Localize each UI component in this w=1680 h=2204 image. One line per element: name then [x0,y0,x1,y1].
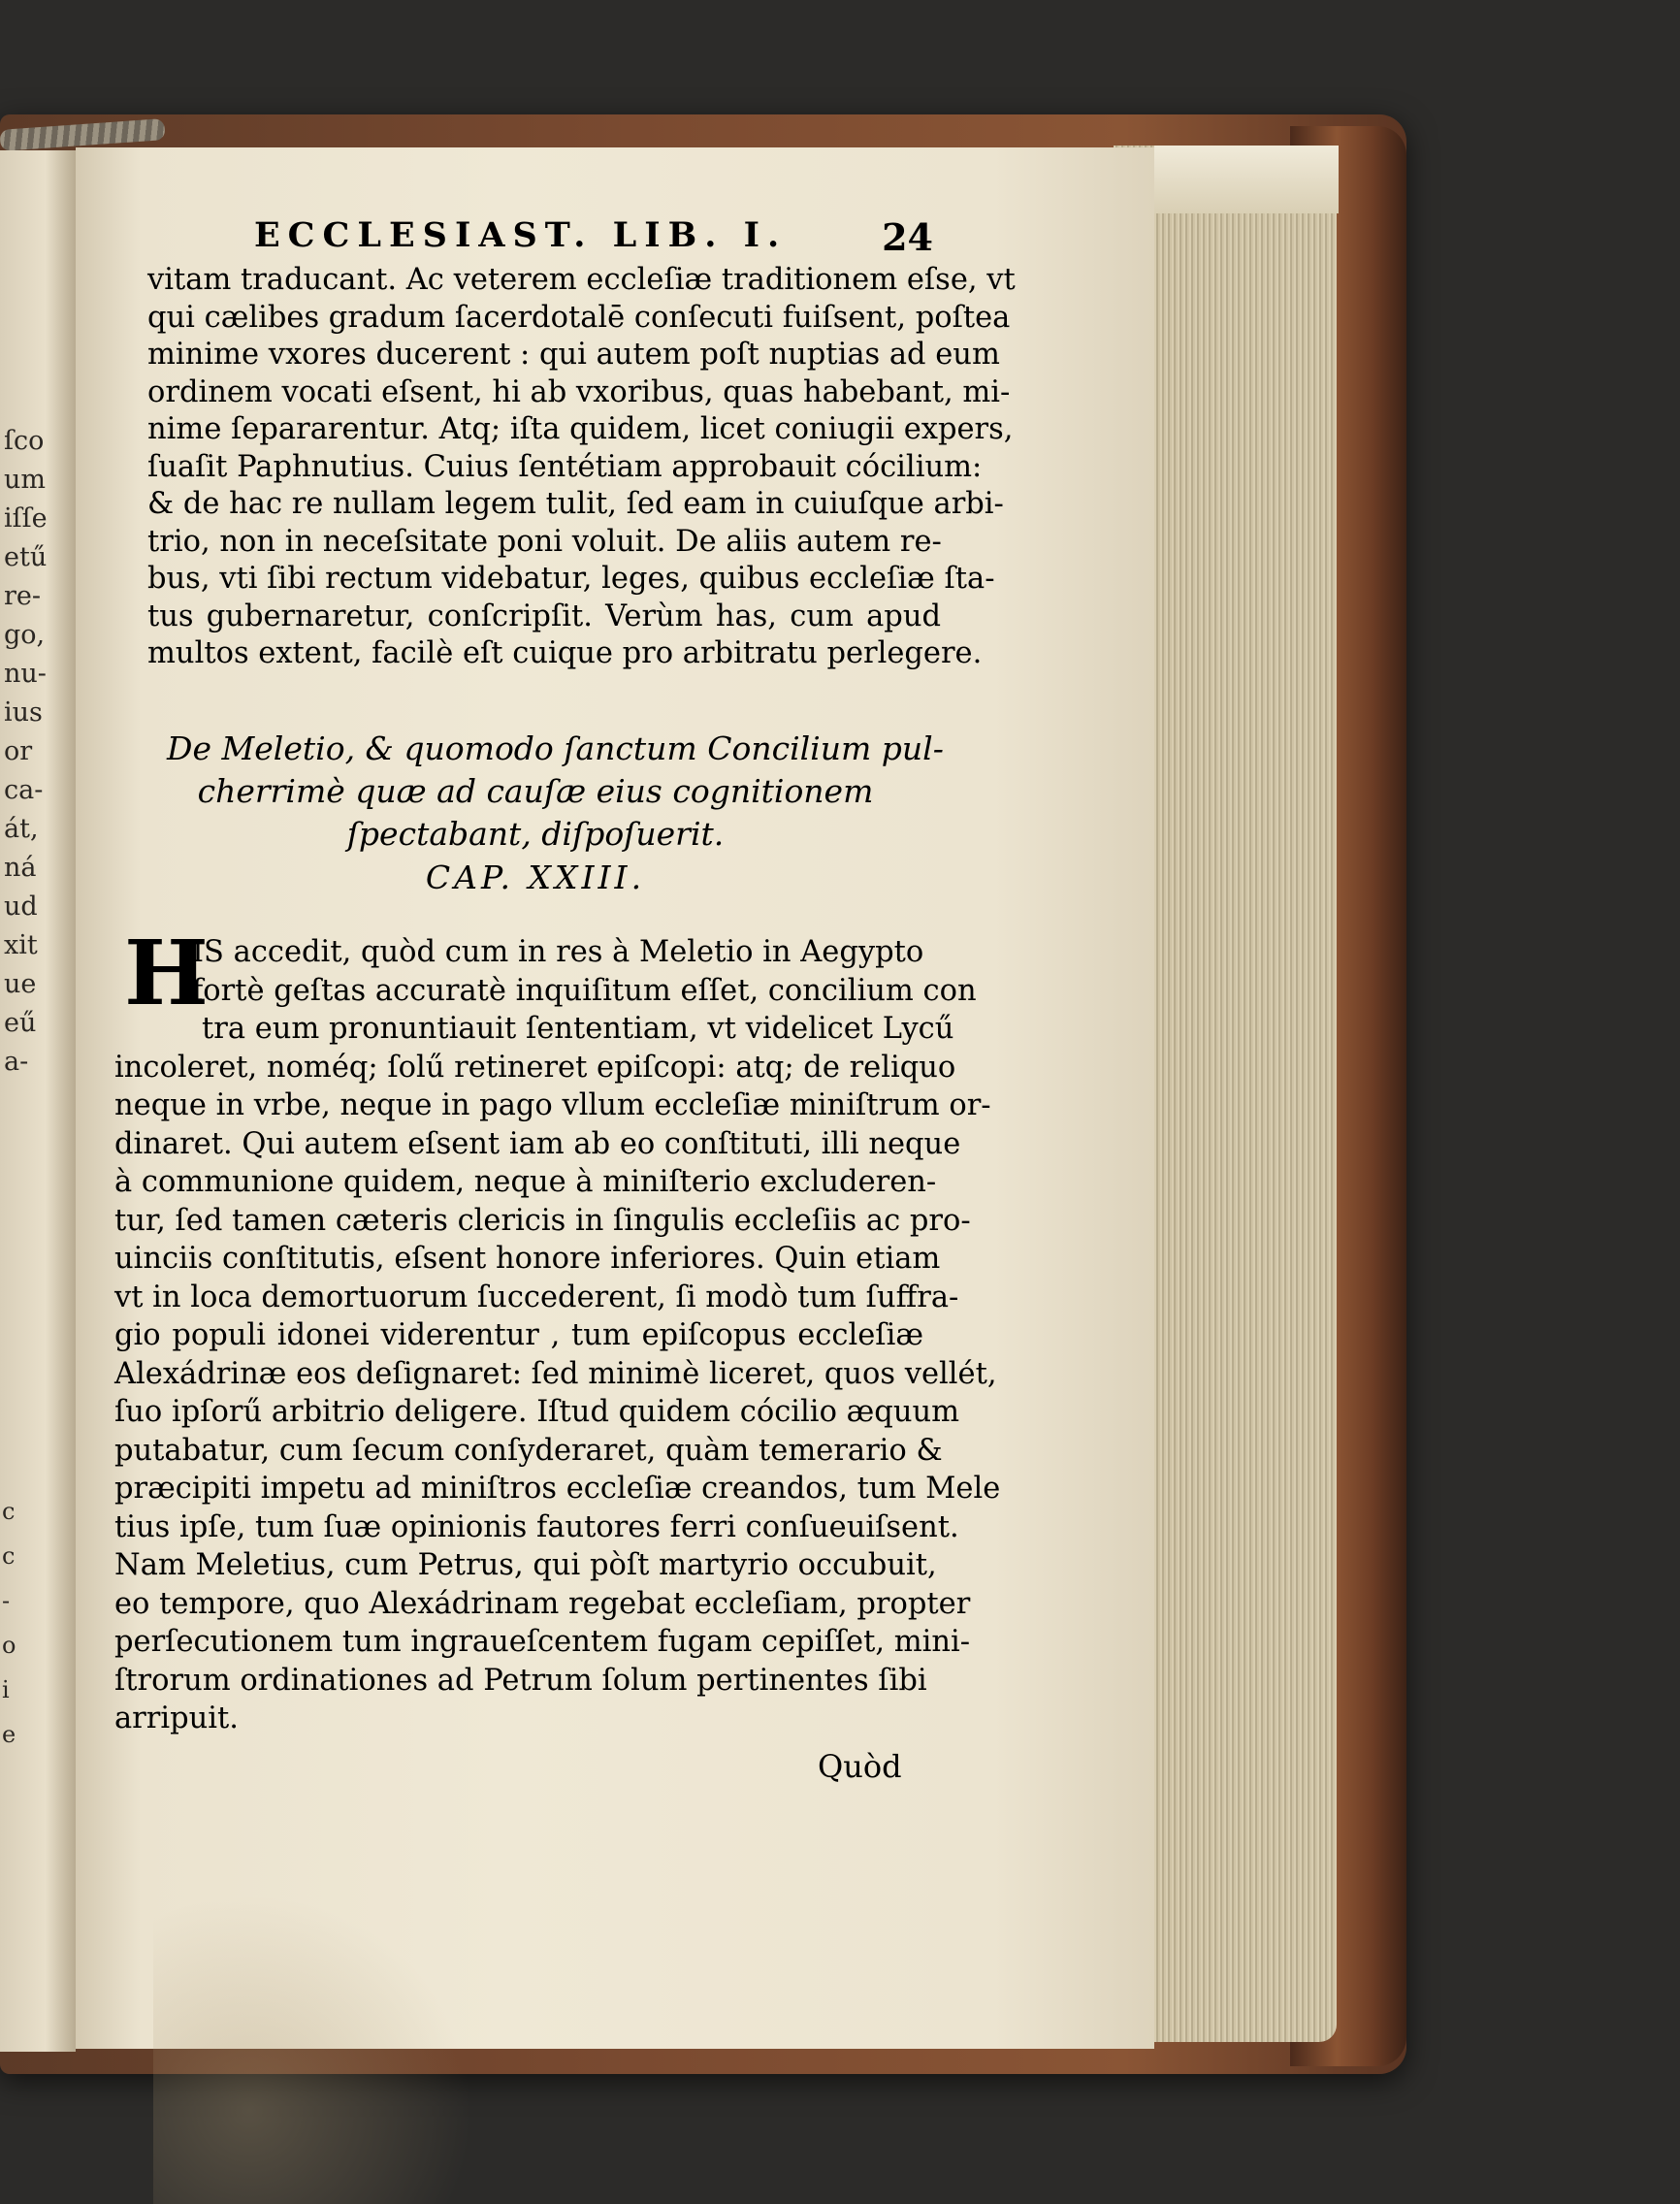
text-line: dinaret. Qui autem eſsent iam ab eo conſtituti, illi neque [114,1126,961,1161]
text-line: trio, non in neceſsitate poni voluit. De aliis autem re- [147,524,942,559]
left-page-text [4,422,72,1082]
text-line: uinciis conſtitutis, eſsent honore inferiores. Quin etiam [114,1242,941,1276]
text-line: neque in vrbe, neque in pago vllum eccleſiæ miniſtrum or- [114,1088,991,1122]
left-fragment: ſco [4,426,45,456]
left-fragment: go, [4,620,46,650]
left-fragment: re- [4,581,42,611]
left-fragment: nu- [4,659,47,689]
text-line: tur, ſed tamen cæteris clericis in ſingulis eccleſiis ac pro- [114,1203,971,1238]
text-line: multos extent, facilè eſt cuique pro arbitratu perlegere. [147,636,983,670]
left-fragment: c [2,1542,16,1570]
text-line: minime vxores ducerent : qui autem poſt nuptias ad eum [147,338,1000,372]
running-head [254,215,933,264]
text-line: ordinem vocati eſsent, hi ab vxoribus, quas habebant, mi- [147,374,1011,409]
page-number: 24 [882,215,933,259]
left-fragment: um [4,465,46,495]
left-fragment: - [2,1587,11,1614]
paragraph-2 [114,933,1001,1738]
left-fragment: i [2,1676,10,1703]
left-fragment: or [4,736,33,766]
text-line: bus, vti ſibi rectum videbatur, leges, quibus eccleſiæ ſta- [147,562,995,596]
left-fragment: eű [4,1008,37,1038]
left-fragment: etű [4,542,48,572]
text-line: ſuo ipſorű arbitrio deligere. Iſtud quidem cócilio æquum [114,1395,960,1429]
left-fragment: xit [4,930,38,960]
heading-line: ſpectabant, diſpoſuerit. [346,815,725,853]
text-line: vitam traducant. Ac veterem eccleſiæ traditionem eſse, vt [147,263,1016,297]
text-line: gio populi idonei viderentur , tum epiſcopus eccleſiæ [114,1318,923,1352]
catchword: Quòd [818,1748,902,1785]
heading-line: cherrimè quæ ad cauſæ eius cognitionem [197,772,874,810]
left-fragment: ná [4,853,37,883]
left-fragment: c [2,1498,16,1525]
text-line: nime ſepararentur. Atq; iſta quidem, licet coniugii expers, [147,412,1014,446]
text-line: incoleret, noméq; ſolű retineret epiſcopi: atq; de reliquo [114,1050,956,1085]
left-page-text-lower [2,1489,21,1757]
left-fragment: ca- [4,775,44,805]
text-line: Alexádrinæ eos deſignaret: ſed minimè liceret, quos vellét, [114,1356,997,1391]
left-fragment: át, [4,814,39,844]
paragraph-1 [147,262,1016,673]
text-line: & de hac re nullam legem tulit, ſed eam in cuiuſque arbi- [147,487,1004,521]
chapter-heading [167,728,944,900]
text-line: à communione quidem, neque à miniſterio excluderen- [114,1165,937,1199]
left-fragment: e [2,1721,16,1748]
left-fragment: iſſe [4,503,48,534]
text-line: perſecutionem tum ingraueſcentem fugam cepiſſet, mini- [114,1625,971,1659]
text-line: qui cælibes gradum ſacerdotalē conſecuti fuiſsent, poſtea [147,300,1011,335]
chapter-number: CAP. XXIII. [425,859,646,896]
text-line: IS accedit, quòd cum in res à Meletio in Aegypto [192,935,924,969]
text-line: Nam Meletius, cum Petrus, qui pòſt martyrio occubuit, [114,1548,937,1582]
left-fragment: a- [4,1047,29,1077]
left-fragment: ud [4,891,38,922]
left-fragment: ius [4,697,43,728]
text-line: vt in loca demortuorum ſuccederent, ſi modò tum ſuffra- [114,1280,959,1314]
page-block-top [1154,146,1339,213]
text-line: præcipiti impetu ad miniſtros eccleſiæ creandos, tum Mele [114,1472,1001,1506]
left-fragment: ue [4,969,37,999]
text-line: ſuaſit Paphnutius. Cuius ſentétiam approbauit cócilium: [147,449,983,484]
left-page [0,150,76,2052]
drop-capital: H [124,921,209,1025]
water-stain [153,1894,473,2204]
heading-line: De Meletio, & quomodo ſanctum Concilium pul- [167,729,944,767]
text-line: arripuit. [114,1702,239,1735]
text-line: tus gubernaretur, conſcripſit. Verùm has, cum apud [147,599,941,633]
text-line: putabatur, cum ſecum conſyderaret, quàm temerario & [114,1433,943,1468]
text-line: fortè geſtas accuratè inquiſitum eſſet, concilium con [192,973,977,1008]
text-line: tra eum pronuntiauit ſententiam, vt videlicet Lycű [202,1012,954,1046]
left-fragment: o [2,1632,16,1659]
running-head-title: ECCLESIAST. LIB. I. [254,215,788,255]
text-line: tius ipſe, tum ſuæ opinionis fautores ferri conſueuiſsent. [114,1509,959,1544]
text-line: ſtrorum ordinationes ad Petrum ſolum pertinentes ſibi [114,1663,927,1698]
text-line: eo tempore, quo Alexádrinam regebat eccleſiam, propter [114,1586,971,1621]
